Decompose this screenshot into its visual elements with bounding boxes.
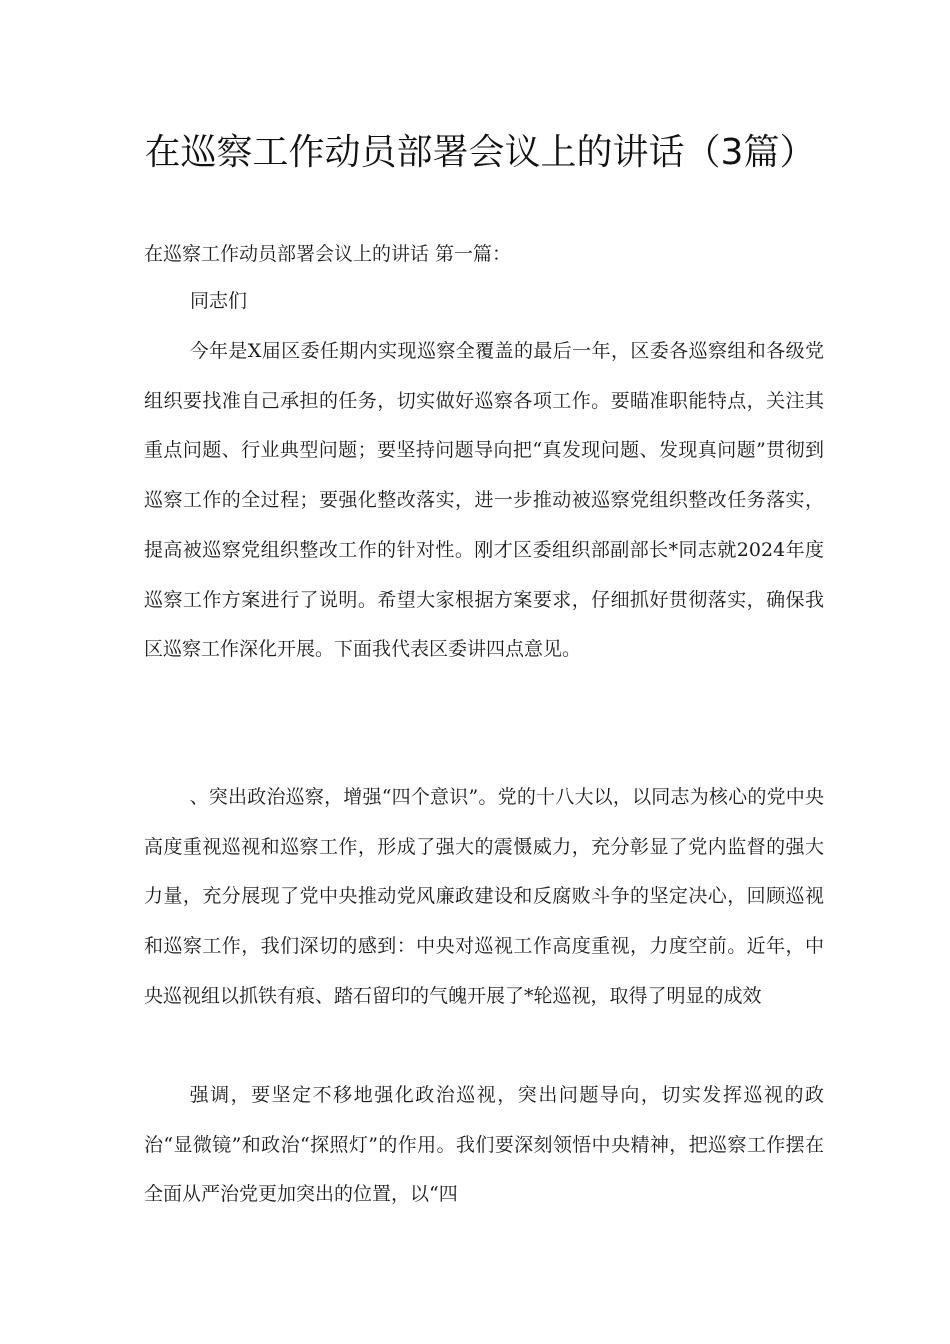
document-title: 在巡察工作动员部署会议上的讲话（3篇） (144, 132, 816, 173)
paragraph-2: 、突出政治巡察，增强“四个意识”。党的十八大以，以同志为核心的党中央高度重视巡视和巡察工作，形成了强大的震慑威力，充分彰显了党内监督的强大力量，充分展现了党中央推动党风廉政建设和反腐败斗争的坚定决心，回顾巡视和巡察工作，我们深切的感到：中央对巡视工作高度重视，力度空前。近年，中央巡视组以抓铁有痕、踏石留印的气魄开展了*轮巡视，取得了明显的成效 (144, 786, 824, 1007)
paragraph-1: 今年是X届区委任期内实现巡察全覆盖的最后一年，区委各巡察组和各级党组织要找准自己承担的任务，切实做好巡察各项工作。要瞄准职能特点，关注其重点问题、行业典型问题；要坚持问题导向把“真发现问题、发现真问题”贯彻到巡察工作的全过程；要强化整改落实，进一步推动被巡察党组织整改任务落实，提高被巡察党组织整改工作的针对性。刚才区委组织部副部长*同志就2024年度巡察工作方案进行了说明。希望大家根据方案要求，仔细抓好贯彻落实，确保我区巡察工作深化开展。下面我代表区委讲四点意见。 (144, 340, 824, 661)
paragraph-3: 强调，要坚定不移地强化政治巡视，突出问题导向，切实发挥巡视的政治“显微镜”和政治“探照灯”的作用。我们要深刻领悟中央精神，把巡察工作摆在全面从严治党更加突出的位置，以“四 (144, 1084, 824, 1206)
document-subtitle: 在巡察工作动员部署会议上的讲话 第一篇： (144, 243, 512, 265)
greeting: 同志们 (190, 290, 248, 312)
